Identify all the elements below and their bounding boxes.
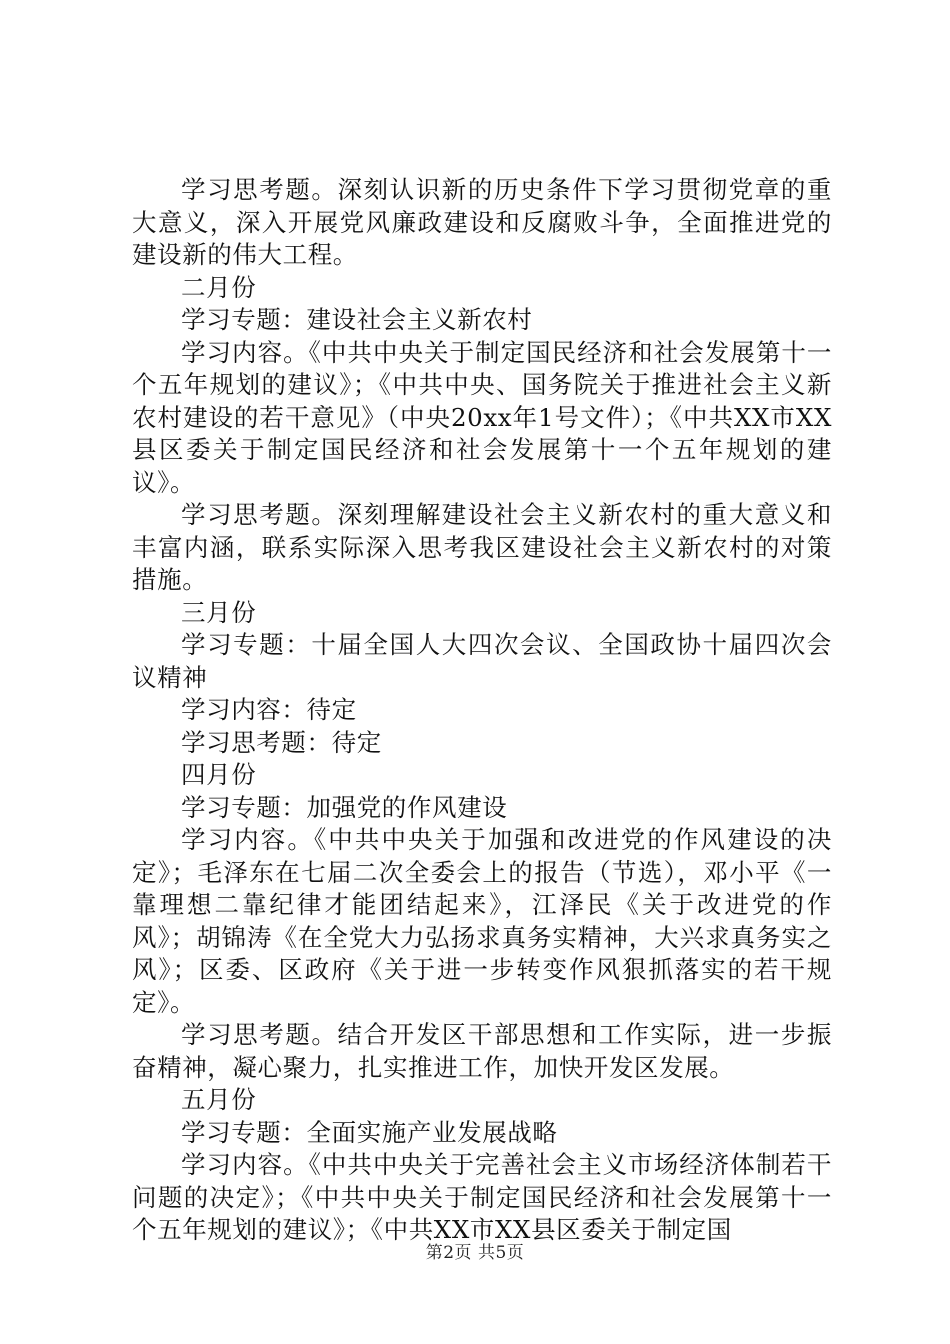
document-body <box>132 174 832 1247</box>
page-footer: 第2页 共5页 <box>425 1243 525 1263</box>
month-heading-may: 五月份 <box>181 1085 257 1114</box>
month-heading-february: 二月份 <box>181 272 257 302</box>
paragraph-questions-february: 学习思考题。深刻理解建设社会主义新农村的重大意义和丰富内涵，联系实际深入思考我区建设社会主义新农村的对策措施。 <box>132 500 832 594</box>
paragraph-content-may: 学习内容。《中共中央关于完善社会主义市场经济体制若干问题的决定》；《中共中央关于制定国民经济和社会发展第十一个五年规划的建议》；《中共XX市XX县区委关于制定国 <box>132 1150 832 1244</box>
paragraph-content-february: 学习内容。《中共中央关于制定国民经济和社会发展第十一个五年规划的建议》；《中共中央、国务院关于推进社会主义新农村建设的若干意见》（中央20xx年1号文件）；《中共XX市XX县区委关于制定国民经济和社会发展第十一个五年规划的建议》。 <box>132 337 832 497</box>
month-heading-april: 四月份 <box>181 760 257 789</box>
paragraph-content-march: 学习内容：待定 <box>181 695 357 724</box>
paragraph-questions-april: 学习思考题。结合开发区干部思想和工作实际，进一步振奋精神，凝心聚力，扎实推进工作，加快开发区发展。 <box>132 1020 832 1082</box>
month-heading-march: 三月份 <box>181 597 257 627</box>
paragraph-topic-may: 学习专题：全面实施产业发展战略 <box>181 1117 558 1147</box>
paragraph-topic-february: 学习专题：建设社会主义新农村 <box>181 305 533 334</box>
paragraph-thinking-questions-1: 学习思考题。深刻认识新的历史条件下学习贯彻党章的重大意义，深入开展党风廉政建设和反腐败斗争，全面推进党的建设新的伟大工程。 <box>132 175 832 269</box>
paragraph-questions-march: 学习思考题：待定 <box>181 727 382 757</box>
paragraph-content-april: 学习内容。《中共中央关于加强和改进党的作风建设的决定》；毛泽东在七届二次全委会上的报告（节选），邓小平《一靠理想二靠纪律才能团结起来》，江泽民《关于改进党的作风》；胡锦涛《在全党大力弘扬求真务实精神，大兴求真务实之风》；区委、区政府《关于进一步转变作风狠抓落实的若干规定》。 <box>132 825 832 1017</box>
paragraph-topic-march: 学习专题：十届全国人大四次会议、全国政协十届四次会议精神 <box>132 630 832 692</box>
paragraph-topic-april: 学习专题：加强党的作风建设 <box>181 792 508 822</box>
